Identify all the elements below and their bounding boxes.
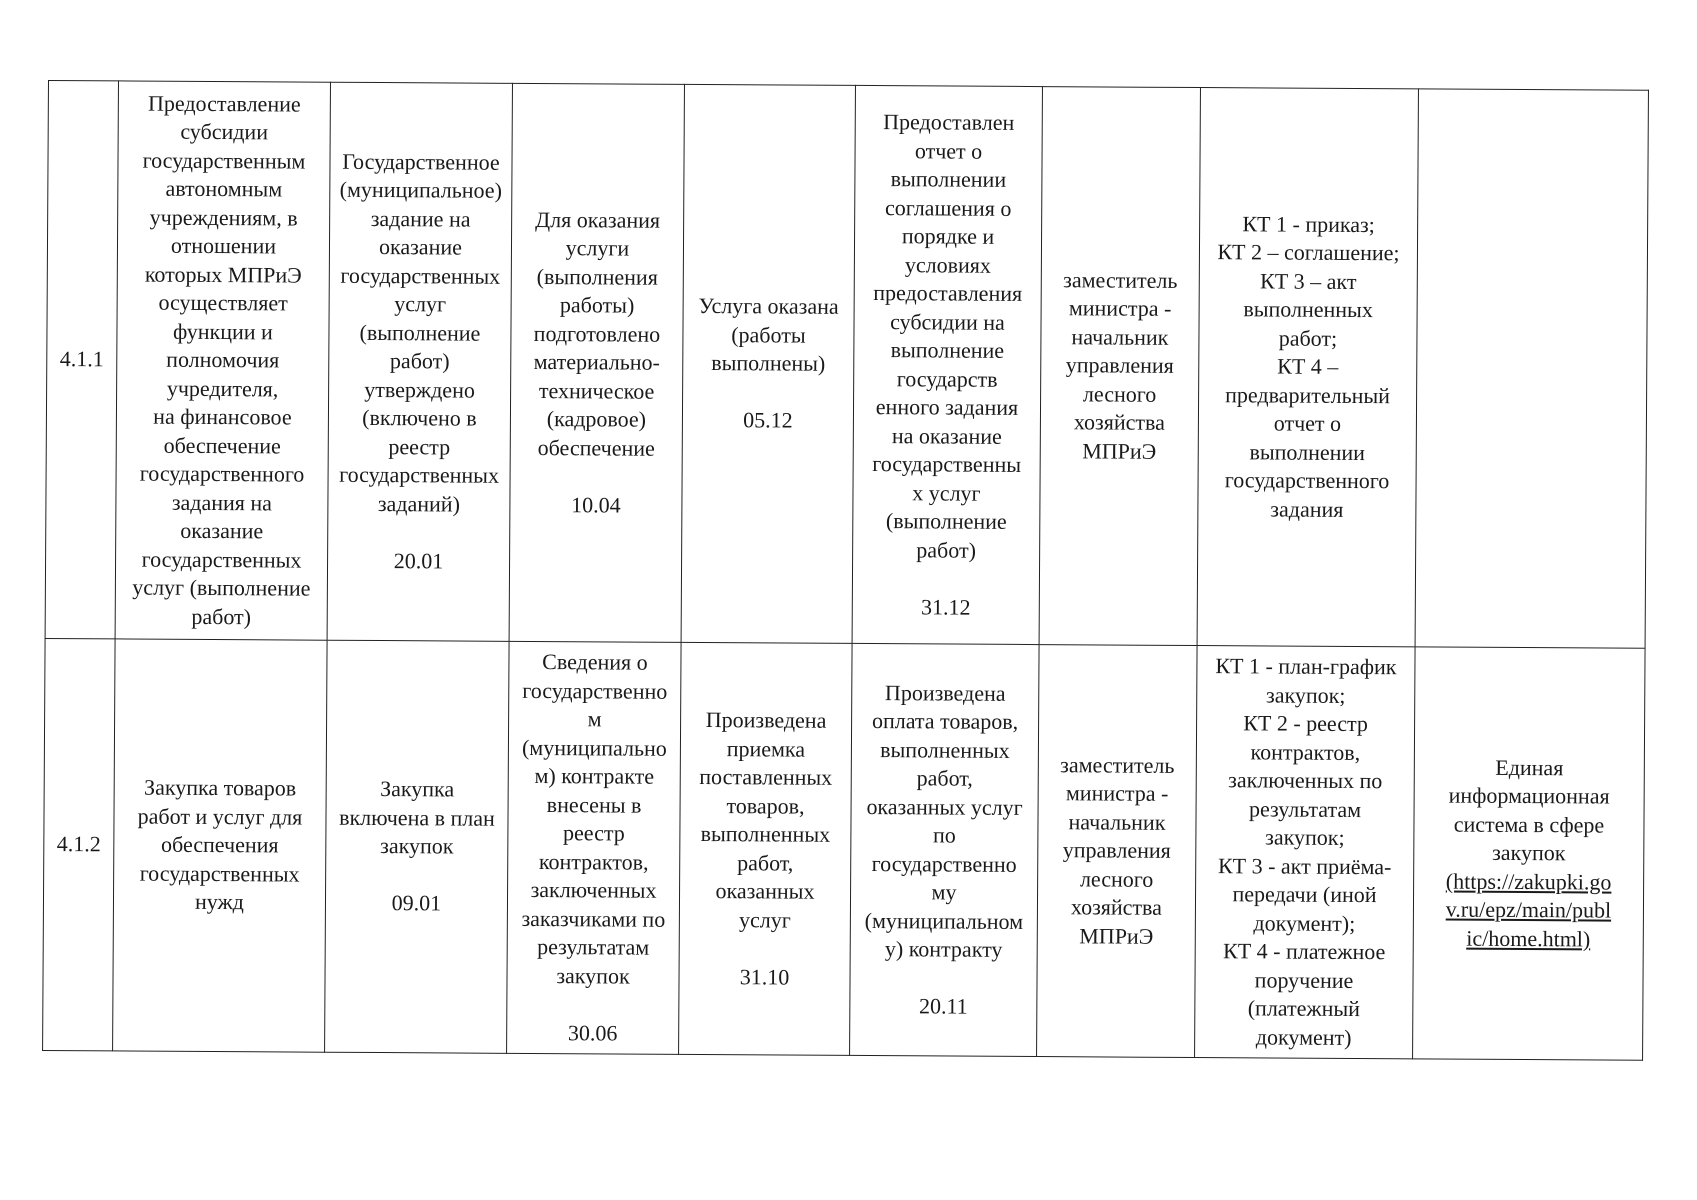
text-line: 05.12 xyxy=(743,407,793,433)
text-line: лесного xyxy=(1082,381,1157,407)
kt4-cell xyxy=(852,85,1042,644)
text-line: выполнены) xyxy=(711,350,826,377)
text-line: Сведения о xyxy=(542,649,648,675)
text-line: Для оказания xyxy=(535,206,661,233)
text-line: выполнении xyxy=(890,166,1007,192)
text-line: которых МПРиЭ xyxy=(144,261,302,288)
text-line: выполненных xyxy=(700,821,831,847)
text-line xyxy=(329,860,504,890)
text-line: услуг xyxy=(738,906,791,933)
kt2-cell xyxy=(507,641,682,1054)
system-cell xyxy=(1413,647,1646,1060)
kt4-cell xyxy=(850,643,1040,1056)
text-line: (работы xyxy=(731,321,806,348)
text-line: задание на xyxy=(370,205,471,232)
text-line: Произведена xyxy=(884,679,1006,706)
text-line: закупок xyxy=(556,962,630,989)
text-line: Услуга оказана xyxy=(698,293,839,320)
text-line: материально- xyxy=(533,349,660,375)
text-line: управления xyxy=(1065,352,1174,379)
text-line: государственно xyxy=(871,850,1017,877)
text-line: (платежный xyxy=(1247,995,1361,1022)
text-line: (выполнение xyxy=(359,319,481,346)
text-line: соглашения о xyxy=(885,194,1012,221)
kt2-cell xyxy=(509,83,684,642)
text-line: работ, xyxy=(916,765,973,791)
text-line: Предоставление xyxy=(147,90,301,117)
text-line: начальник xyxy=(1068,808,1166,835)
text-line: товаров, xyxy=(726,792,805,819)
text-line: КТ 2 - реестр xyxy=(1243,710,1368,737)
text-line: работ) xyxy=(389,348,450,374)
text-line: государственным xyxy=(142,147,306,174)
text-line: выполнение xyxy=(890,337,1005,363)
zakupki-link[interactable] xyxy=(1417,867,1641,954)
text-line: КТ 4 - платежное xyxy=(1222,938,1386,965)
text-line: на финансовое xyxy=(153,403,292,430)
text-line: работ, xyxy=(737,849,794,876)
text-line: услуги xyxy=(565,235,630,261)
text-line: министра - xyxy=(1065,780,1169,807)
text-line: приемка xyxy=(726,735,806,762)
text-line: государственны xyxy=(872,451,1022,477)
text-line: хозяйства xyxy=(1073,409,1166,436)
text-line: у) контракту xyxy=(884,936,1003,962)
text-line: услуг xyxy=(394,291,447,317)
text-line: государственных xyxy=(339,462,500,489)
text-line: на оказание xyxy=(891,422,1002,449)
text-line: порядке и xyxy=(901,223,995,249)
text-line: обеспечение xyxy=(163,432,281,459)
text-line: (муниципальное) xyxy=(339,177,503,204)
text-line: v.ru/epz/main/publ xyxy=(1445,896,1612,923)
text-line: (выполнение xyxy=(885,508,1007,534)
text-line: обеспечение xyxy=(537,434,655,461)
text-line: КТ 1 - план-график xyxy=(1215,653,1397,680)
text-line: задания на xyxy=(171,489,273,516)
text-line: передачи (иной xyxy=(1232,881,1377,908)
text-line: 20.01 xyxy=(393,547,444,574)
text-line: министра - xyxy=(1068,295,1172,322)
table-row xyxy=(43,638,1645,1060)
text-line: контрактов, xyxy=(1250,738,1361,765)
text-line: включена в план xyxy=(339,804,495,831)
event-cell xyxy=(115,81,330,640)
text-line xyxy=(683,934,847,964)
text-line: работ; xyxy=(1278,325,1338,351)
text-line xyxy=(853,963,1033,993)
text-line: результатам xyxy=(537,934,650,960)
text-line: условиях xyxy=(904,251,991,278)
text-line: информационная xyxy=(1448,782,1610,809)
text-line: по xyxy=(932,822,956,848)
text-line: м) контракте xyxy=(534,762,655,789)
text-line: документ); xyxy=(1253,909,1356,936)
text-line: нужд xyxy=(194,889,244,915)
text-line: (https://zakupki.go xyxy=(1445,868,1612,895)
text-line: (кадровое) xyxy=(546,406,647,432)
text-line: обеспечения xyxy=(161,831,279,858)
text-line: МПРиЭ xyxy=(1079,923,1154,949)
text-line: задания xyxy=(1270,496,1344,522)
text-line: государственных xyxy=(139,860,300,887)
text-line: КТ 3 – акт xyxy=(1260,268,1357,294)
text-line: техническое xyxy=(538,377,655,404)
text-line: учреждениям, в xyxy=(149,204,298,231)
kt1-cell xyxy=(327,82,512,641)
text-line: закупок; xyxy=(1265,681,1346,708)
text-line: 20.11 xyxy=(918,993,968,1019)
text-line: заказчиками по xyxy=(521,905,666,932)
text-line: 09.01 xyxy=(391,890,442,916)
row-number: 4.1.2 xyxy=(43,638,116,1050)
text-line: подготовлено xyxy=(533,320,661,347)
text-line: оплата товаров, xyxy=(871,708,1019,734)
text-line: работ) xyxy=(916,536,977,563)
text-line: субсидии на xyxy=(890,308,1005,335)
text-line: Предоставлен xyxy=(883,109,1015,135)
text-line: заместитель xyxy=(1063,266,1178,293)
docs-cell xyxy=(1195,646,1416,1059)
text-line: (муниципально xyxy=(521,734,667,761)
text-line: поручение xyxy=(1254,966,1354,993)
text-line: реестр xyxy=(388,433,451,460)
text-line: субсидии xyxy=(180,119,269,145)
kt3-cell xyxy=(679,642,853,1055)
text-line: документ) xyxy=(1255,1023,1352,1050)
table-row xyxy=(45,81,1648,649)
text-line: услуг (выполнение xyxy=(132,574,311,601)
text-line: 31.10 xyxy=(739,963,790,990)
text-line: автономным xyxy=(165,175,283,202)
text-line: му xyxy=(931,879,957,905)
text-line: (включено в xyxy=(362,405,477,431)
text-line: государственных xyxy=(340,262,501,289)
responsible-cell xyxy=(1039,87,1200,646)
text-line: государственного xyxy=(1224,467,1390,494)
text-line: 10.04 xyxy=(571,491,621,518)
text-line: КТ 3 - акт приёма- xyxy=(1217,852,1392,879)
text-line: государственных xyxy=(141,546,302,573)
event-cell xyxy=(113,639,328,1052)
text-line: оказанных услуг xyxy=(866,793,1023,820)
text-line: выполненных xyxy=(1243,296,1373,323)
text-line: реестр xyxy=(562,820,625,846)
text-line: 31.12 xyxy=(920,593,971,620)
text-line: Закупка товаров xyxy=(144,774,297,801)
text-line: КТ 4 – xyxy=(1277,353,1339,380)
text-line: выполнении xyxy=(1249,439,1366,465)
text-line: отношении xyxy=(170,233,277,259)
text-line: хозяйства xyxy=(1070,894,1163,921)
text-line: начальник xyxy=(1071,324,1169,350)
text-line: оказание xyxy=(378,234,462,260)
text-line: заданий) xyxy=(377,490,461,517)
text-line: оказанных xyxy=(715,878,815,904)
text-line xyxy=(856,564,1036,594)
text-line xyxy=(331,518,506,548)
text-line: закупок; xyxy=(1265,824,1345,850)
text-line: КТ 2 – соглашение; xyxy=(1217,239,1400,266)
docs-cell xyxy=(1197,88,1418,647)
control-points-table xyxy=(42,80,1649,1061)
text-line: государственно xyxy=(522,677,668,704)
text-line: заместитель xyxy=(1060,751,1175,778)
text-line: работ) xyxy=(191,603,252,629)
text-line: закупок xyxy=(1492,840,1566,866)
text-line: система в сфере xyxy=(1453,811,1605,838)
text-line: осуществляет xyxy=(158,289,288,316)
text-line xyxy=(514,462,679,492)
text-line: Государственное xyxy=(342,148,500,175)
text-line: оказание xyxy=(180,518,264,544)
text-line: управления xyxy=(1062,837,1171,864)
text-line: предварительный xyxy=(1225,381,1391,408)
text-line: работ и услуг для xyxy=(137,803,303,830)
system-cell xyxy=(1415,89,1648,648)
text-line: Единая xyxy=(1495,754,1564,781)
text-line: работы) xyxy=(559,292,635,318)
text-line: КТ 1 - приказ; xyxy=(1242,211,1375,237)
text-line: результатам xyxy=(1248,795,1362,822)
text-line: Произведена xyxy=(705,707,827,733)
row-number: 4.1.1 xyxy=(45,81,118,639)
text-line: (выполнения xyxy=(536,263,658,290)
text-line: выполненных xyxy=(880,736,1010,763)
text-line: 30.06 xyxy=(567,1019,618,1045)
text-line: ic/home.html) xyxy=(1466,925,1591,952)
text-line: отчет о xyxy=(1273,410,1342,437)
responsible-cell xyxy=(1037,645,1198,1058)
text-line: заключенных xyxy=(530,876,657,903)
text-line xyxy=(510,990,675,1020)
kt1-cell xyxy=(325,640,510,1053)
text-line: государств xyxy=(896,365,998,392)
text-line: заключенных по xyxy=(1228,767,1383,794)
text-line: учредителя, xyxy=(166,375,279,402)
text-line: утверждено xyxy=(364,376,475,403)
text-line: м xyxy=(587,706,602,732)
text-line: внесены в xyxy=(546,791,642,818)
text-line: закупок xyxy=(380,833,454,859)
text-line: функции и xyxy=(173,318,273,345)
text-line: контрактов, xyxy=(538,848,649,875)
text-line: предоставления xyxy=(873,280,1023,306)
text-line: государственного xyxy=(139,460,305,487)
text-line: отчет о xyxy=(914,137,983,164)
kt3-cell xyxy=(681,84,855,643)
text-line: Закупка xyxy=(380,776,455,802)
text-line: енного задания xyxy=(875,394,1019,420)
text-line: поставленных xyxy=(699,763,833,790)
text-line xyxy=(686,378,850,408)
text-line: (муниципальном xyxy=(864,907,1024,934)
text-line: лесного xyxy=(1079,866,1154,892)
text-line: х услуг xyxy=(912,479,981,506)
text-line: МПРиЭ xyxy=(1082,438,1157,464)
text-line: полномочия xyxy=(166,346,280,373)
